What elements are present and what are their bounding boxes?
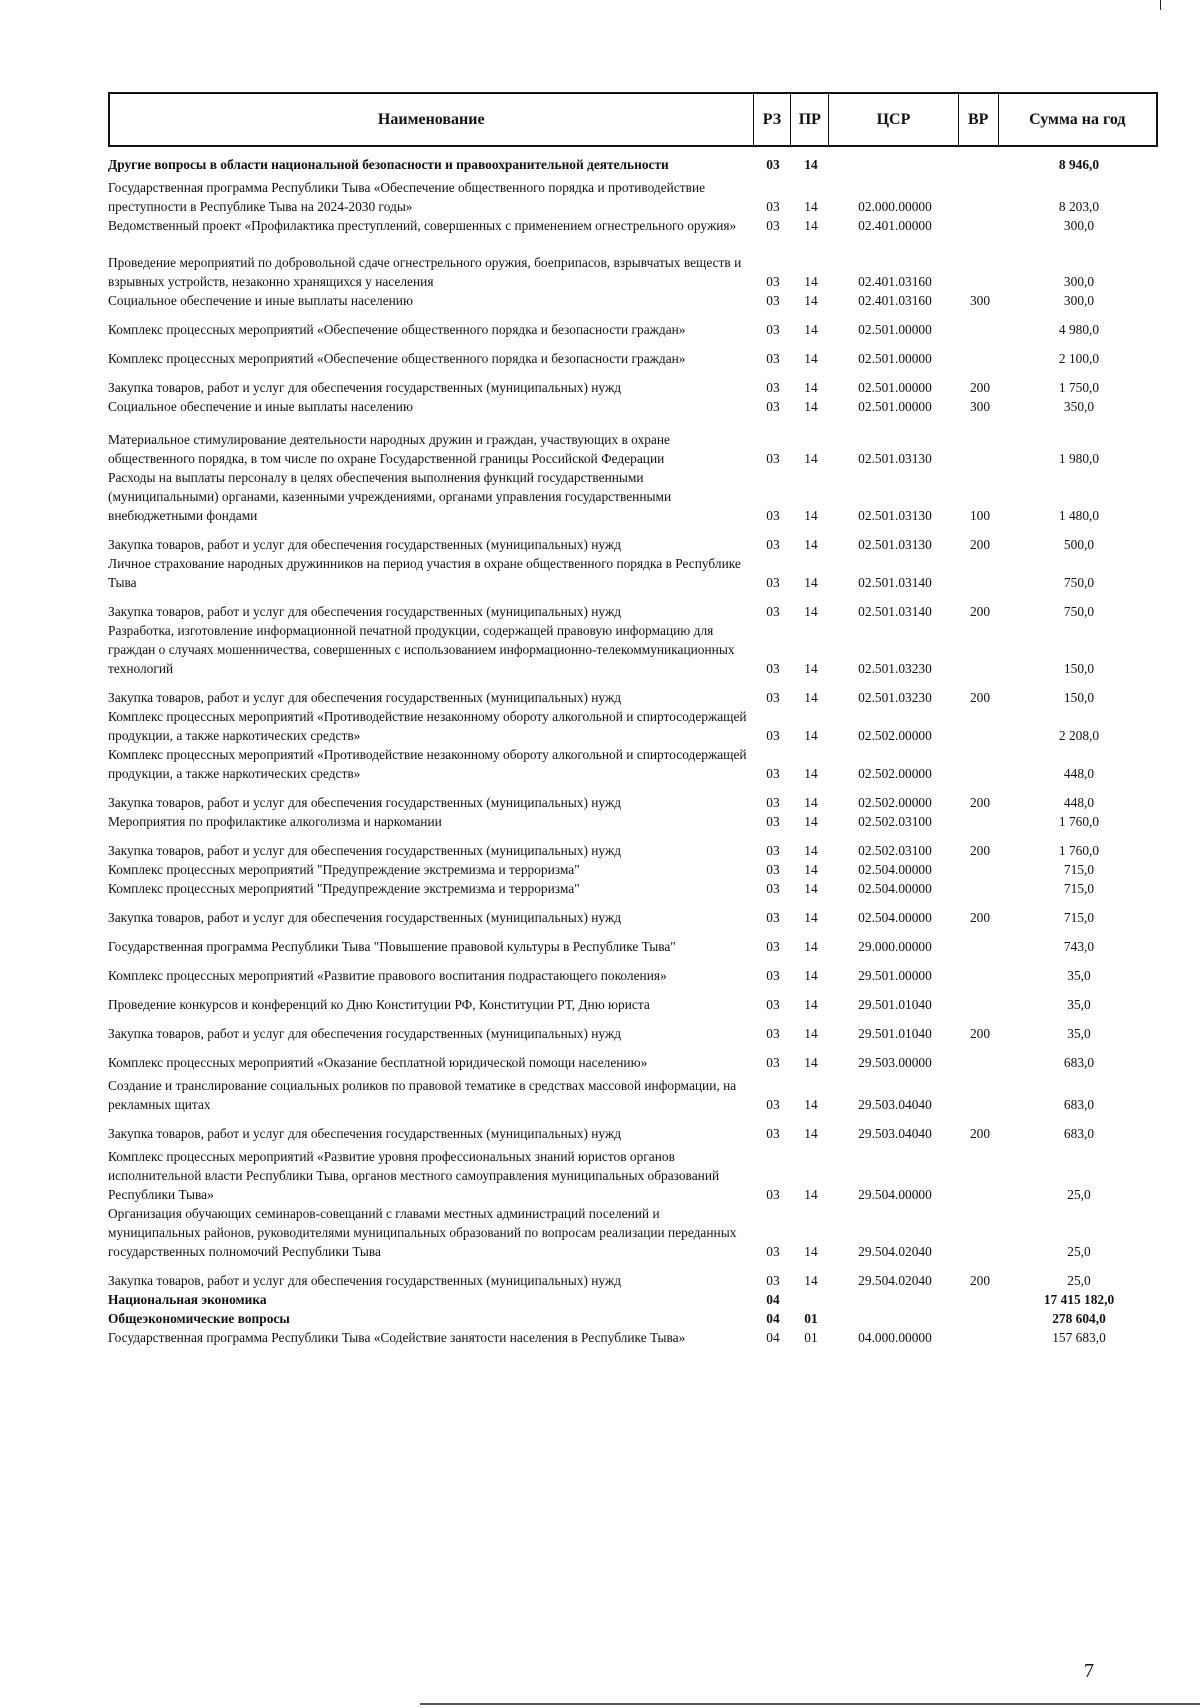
- cell-sum: 300,0: [1063, 218, 1095, 233]
- cell-pr: 14: [804, 690, 818, 705]
- cell-rz: 03: [766, 451, 780, 466]
- header-pr: ПР: [791, 94, 829, 145]
- cell-csr: 02.502.03100: [858, 843, 932, 858]
- cell-sum: 448,0: [1063, 766, 1095, 781]
- table-row: [108, 1204, 1158, 1261]
- cell-csr: 02.501.03130: [858, 508, 932, 523]
- cell-name: Комплекс процессных мероприятий «Оказание бесплатной юридической помощи населению»: [108, 1055, 648, 1070]
- cell-csr: 29.000.00000: [858, 939, 932, 954]
- cell-pr: 14: [804, 508, 818, 523]
- cell-rz: 03: [766, 795, 780, 810]
- cell-name: Закупка товаров, работ и услуг для обеспечения государственных (муниципальных) нужд: [108, 795, 622, 810]
- table-row: [108, 602, 1158, 621]
- cell-pr: 14: [804, 843, 818, 858]
- cell-sum: 150,0: [1063, 690, 1095, 705]
- cell-pr: 14: [804, 399, 818, 414]
- table-body: [108, 155, 1158, 1347]
- cell-csr: 02.504.00000: [858, 881, 932, 896]
- cell-rz: 03: [766, 939, 780, 954]
- cell-rz: 03: [766, 1126, 780, 1141]
- cell-csr: 02.501.03130: [858, 537, 932, 552]
- cell-rz: 03: [766, 881, 780, 896]
- cell-name: Комплекс процессных мероприятий «Развитие правового воспитания подрастающего поколения»: [108, 968, 667, 983]
- cell-csr: 02.401.00000: [858, 218, 932, 233]
- cell-csr: 02.401.03160: [858, 274, 932, 289]
- table-row: [108, 841, 1158, 860]
- cell-sum: 715,0: [1063, 881, 1095, 896]
- table-row: [108, 430, 1158, 468]
- cell-name: Личное страхование народных дружинников на период участия в охране общественного порядка в Республике Тыва: [108, 556, 741, 590]
- cell-csr: 02.501.03130: [858, 451, 932, 466]
- cell-sum: 25,0: [1067, 1187, 1091, 1202]
- cell-sum: 683,0: [1063, 1097, 1095, 1112]
- cell-pr: 14: [804, 575, 818, 590]
- cell-rz: 03: [766, 351, 780, 366]
- cell-sum: 350,0: [1063, 399, 1095, 414]
- cell-pr: 14: [804, 939, 818, 954]
- cell-rz: 03: [766, 661, 780, 676]
- cell-rz: 03: [766, 814, 780, 829]
- cell-pr: 14: [804, 351, 818, 366]
- cell-rz: 03: [766, 690, 780, 705]
- cell-pr: 14: [804, 380, 818, 395]
- cell-vr: 200: [969, 910, 991, 925]
- table-row: [108, 1124, 1158, 1143]
- cell-name: Закупка товаров, работ и услуг для обеспечения государственных (муниципальных) нужд: [108, 843, 622, 858]
- cell-pr: 01: [804, 1311, 818, 1326]
- table-row: [108, 707, 1158, 745]
- cell-pr: 14: [804, 1244, 818, 1259]
- cell-name: Национальная экономика: [108, 1292, 267, 1307]
- cell-pr: 14: [804, 862, 818, 877]
- cell-sum: 743,0: [1063, 939, 1095, 954]
- cell-pr: 14: [804, 157, 818, 172]
- table-row: [108, 995, 1158, 1014]
- cell-csr: 02.501.03230: [858, 661, 932, 676]
- cell-rz: 03: [766, 1273, 780, 1288]
- cell-rz: 03: [766, 293, 780, 308]
- cell-pr: 14: [804, 218, 818, 233]
- table-row: [108, 860, 1158, 879]
- table-row: [108, 621, 1158, 678]
- cell-rz: 03: [766, 199, 780, 214]
- table-row: [108, 291, 1158, 310]
- cell-vr: 100: [969, 508, 991, 523]
- table-row: [108, 378, 1158, 397]
- cell-sum: 150,0: [1063, 661, 1095, 676]
- cell-rz: 04: [766, 1292, 780, 1307]
- table-row: [108, 1271, 1158, 1290]
- table-row: [108, 966, 1158, 985]
- cell-pr: 14: [804, 814, 818, 829]
- cell-csr: 29.504.02040: [858, 1273, 932, 1288]
- table-row: [108, 908, 1158, 927]
- table-row: [108, 793, 1158, 812]
- cell-rz: 04: [766, 1311, 780, 1326]
- cell-sum: 500,0: [1063, 537, 1095, 552]
- cell-name: Проведение конкурсов и конференций ко Дню Конституции РФ, Конституции РТ, Дню юриста: [108, 997, 650, 1012]
- table-row: [108, 1076, 1158, 1114]
- cell-sum: 715,0: [1063, 910, 1095, 925]
- cell-csr: 02.504.00000: [858, 910, 932, 925]
- cell-name: Социальное обеспечение и иные выплаты населению: [108, 399, 413, 414]
- cell-name: Комплекс процессных мероприятий "Предупреждение экстремизма и терроризма": [108, 881, 580, 896]
- cell-sum: 750,0: [1063, 575, 1095, 590]
- cell-csr: 02.502.00000: [858, 795, 932, 810]
- cell-csr: 29.503.04040: [858, 1097, 932, 1112]
- cell-csr: 02.504.00000: [858, 862, 932, 877]
- cell-name: Государственная программа Республики Тыва «Обеспечение общественного порядка и противодействие преступности в Республике Тыва на 2024-2030 годы»: [108, 180, 706, 214]
- cell-rz: 03: [766, 1055, 780, 1070]
- cell-vr: 200: [969, 1126, 991, 1141]
- cell-sum: 17 415 182,0: [1043, 1292, 1115, 1307]
- header-name: Наименование: [110, 94, 754, 145]
- cell-name: Расходы на выплаты персоналу в целях обеспечения выполнения функций государственными (муниципальными) органами, казенными учреждениями, органами управления государственными внебюджетными фондами: [108, 470, 672, 523]
- table-row: [108, 1328, 1158, 1347]
- cell-rz: 03: [766, 1097, 780, 1112]
- cell-csr: 02.501.03230: [858, 690, 932, 705]
- cell-pr: 14: [804, 1126, 818, 1141]
- cell-name: Социальное обеспечение и иные выплаты населению: [108, 293, 413, 308]
- bottom-divider: [420, 1703, 1200, 1705]
- cell-name: Государственная программа Республики Тыва «Содействие занятости населения в Республике Тыва»: [108, 1330, 686, 1345]
- cell-pr: 01: [804, 1330, 818, 1345]
- cell-sum: 8 946,0: [1058, 157, 1100, 172]
- cell-vr: 200: [969, 1026, 991, 1041]
- cell-sum: 1 760,0: [1058, 843, 1100, 858]
- table-row: [108, 320, 1158, 339]
- cell-sum: 448,0: [1063, 795, 1095, 810]
- cell-pr: 14: [804, 293, 818, 308]
- cell-pr: 14: [804, 661, 818, 676]
- cell-rz: 03: [766, 604, 780, 619]
- table-row: [108, 1309, 1158, 1328]
- cell-rz: 03: [766, 322, 780, 337]
- cell-sum: 1 480,0: [1058, 508, 1100, 523]
- cell-csr: 02.501.03140: [858, 575, 932, 590]
- table-row: [108, 937, 1158, 956]
- cell-name: Закупка товаров, работ и услуг для обеспечения государственных (муниципальных) нужд: [108, 1126, 622, 1141]
- cell-pr: 14: [804, 766, 818, 781]
- cell-rz: 03: [766, 843, 780, 858]
- cell-sum: 750,0: [1063, 604, 1095, 619]
- cell-csr: 02.000.00000: [858, 199, 932, 214]
- cell-sum: 300,0: [1063, 293, 1095, 308]
- cell-rz: 03: [766, 537, 780, 552]
- cell-sum: 35,0: [1067, 1026, 1091, 1041]
- cell-pr: 14: [804, 1273, 818, 1288]
- table-row: [108, 178, 1158, 216]
- cell-rz: 03: [766, 728, 780, 743]
- cell-pr: 14: [804, 881, 818, 896]
- cell-rz: 03: [766, 1187, 780, 1202]
- cell-sum: 25,0: [1067, 1244, 1091, 1259]
- cell-name: Другие вопросы в области национальной безопасности и правоохранительной деятельности: [108, 157, 669, 172]
- cell-name: Комплекс процессных мероприятий «Обеспечение общественного порядка и безопасности граждан»: [108, 351, 686, 366]
- cell-vr: 300: [969, 399, 991, 414]
- cell-sum: 35,0: [1067, 968, 1091, 983]
- cell-pr: 14: [804, 997, 818, 1012]
- table-row: [108, 879, 1158, 898]
- cell-name: Общеэкономические вопросы: [108, 1311, 290, 1326]
- table-row: [108, 812, 1158, 831]
- cell-sum: 1 760,0: [1058, 814, 1100, 829]
- cell-csr: 29.504.00000: [858, 1187, 932, 1202]
- cell-rz: 03: [766, 274, 780, 289]
- header-sum: Сумма на год: [1029, 110, 1126, 128]
- cell-sum: 683,0: [1063, 1126, 1095, 1141]
- cell-sum: 2 100,0: [1058, 351, 1100, 366]
- cell-sum: 715,0: [1063, 862, 1095, 877]
- cell-csr: 29.501.01040: [858, 1026, 932, 1041]
- cell-csr: 02.501.00000: [858, 380, 932, 395]
- table-row: [108, 397, 1158, 416]
- table-header: [108, 92, 1158, 147]
- cell-csr: 02.501.00000: [858, 322, 932, 337]
- cell-name: Комплекс процессных мероприятий «Развитие уровня профессиональных знаний юристов органов исполнительной власти Республики Тыва, органов местного самоуправления муниципальных образований Республики Тыва»: [108, 1149, 720, 1202]
- cell-sum: 683,0: [1063, 1055, 1095, 1070]
- cell-name: Закупка товаров, работ и услуг для обеспечения государственных (муниципальных) нужд: [108, 537, 622, 552]
- cell-sum: 35,0: [1067, 997, 1091, 1012]
- cell-vr: 200: [969, 1273, 991, 1288]
- cell-pr: 14: [804, 537, 818, 552]
- cell-name: Закупка товаров, работ и услуг для обеспечения государственных (муниципальных) нужд: [108, 690, 622, 705]
- cell-rz: 03: [766, 1026, 780, 1041]
- cell-vr: 200: [969, 537, 991, 552]
- cell-vr: 200: [969, 690, 991, 705]
- table-row: [108, 216, 1158, 235]
- cell-rz: 03: [766, 508, 780, 523]
- table-row: [108, 745, 1158, 783]
- cell-vr: 200: [969, 604, 991, 619]
- cell-name: Организация обучающих семинаров-совещаний с главами местных администраций поселений и муниципальных районов, руководителями муниципальных образований по вопросам реализации переданных государственных полномочий Республики Тыва: [108, 1206, 737, 1259]
- cell-sum: 25,0: [1067, 1273, 1091, 1288]
- table-row: [108, 554, 1158, 592]
- cell-vr: 200: [969, 843, 991, 858]
- table-row: [108, 1290, 1158, 1309]
- table-row: [108, 468, 1158, 525]
- cell-sum: 157 683,0: [1052, 1330, 1106, 1345]
- cell-sum: 2 208,0: [1058, 728, 1100, 743]
- cell-name: Комплекс процессных мероприятий «Противодействие незаконному обороту алкогольной и спиртосодержащей продукции, а также наркотических средств»: [108, 747, 747, 781]
- header-vr: ВР: [959, 94, 999, 145]
- cell-name: Закупка товаров, работ и услуг для обеспечения государственных (муниципальных) нужд: [108, 604, 622, 619]
- cell-pr: 14: [804, 968, 818, 983]
- table-row: [108, 1147, 1158, 1204]
- cell-csr: 02.502.00000: [858, 728, 932, 743]
- cell-name: Комплекс процессных мероприятий «Противодействие незаконному обороту алкогольной и спиртосодержащей продукции, а также наркотических средств»: [108, 709, 747, 743]
- header-csr: ЦСР: [829, 94, 959, 145]
- cell-csr: 02.401.03160: [858, 293, 932, 308]
- cell-csr: 02.501.00000: [858, 351, 932, 366]
- cell-pr: 14: [804, 1097, 818, 1112]
- cell-vr: 300: [969, 293, 991, 308]
- cell-rz: 03: [766, 997, 780, 1012]
- cell-csr: 02.501.00000: [858, 399, 932, 414]
- cell-name: Комплекс процессных мероприятий "Предупреждение экстремизма и терроризма": [108, 862, 580, 877]
- cell-name: Проведение мероприятий по добровольной сдаче огнестрельного оружия, боеприпасов, взрывчатых веществ и взрывных устройств, незаконно хранящихся у населения: [108, 255, 742, 289]
- cell-pr: 14: [804, 1187, 818, 1202]
- cell-pr: 14: [804, 451, 818, 466]
- cell-csr: 29.503.00000: [858, 1055, 932, 1070]
- cell-rz: 03: [766, 766, 780, 781]
- cell-sum: 1 750,0: [1058, 380, 1100, 395]
- table-row: [108, 1024, 1158, 1043]
- cell-vr: 200: [969, 795, 991, 810]
- cell-csr: 04.000.00000: [858, 1330, 932, 1345]
- cell-rz: 03: [766, 575, 780, 590]
- cell-pr: 14: [804, 910, 818, 925]
- cell-rz: 03: [766, 399, 780, 414]
- cell-name: Комплекс процессных мероприятий «Обеспечение общественного порядка и безопасности граждан»: [108, 322, 686, 337]
- cell-rz: 03: [766, 380, 780, 395]
- cell-pr: 14: [804, 1055, 818, 1070]
- cell-pr: 14: [804, 604, 818, 619]
- cell-sum: 4 980,0: [1058, 322, 1100, 337]
- cell-rz: 03: [766, 862, 780, 877]
- cell-name: Ведомственный проект «Профилактика преступлений, совершенных с применением огнестрельного оружия»: [108, 218, 737, 233]
- cell-csr: 02.502.00000: [858, 766, 932, 781]
- cell-pr: 14: [804, 199, 818, 214]
- cell-csr: 02.501.03140: [858, 604, 932, 619]
- cell-rz: 03: [766, 1244, 780, 1259]
- cell-name: Закупка товаров, работ и услуг для обеспечения государственных (муниципальных) нужд: [108, 910, 622, 925]
- table-row: [108, 253, 1158, 291]
- table-row: [108, 688, 1158, 707]
- cell-sum: 8 203,0: [1058, 199, 1100, 214]
- page-number: 7: [1084, 1660, 1094, 1682]
- cell-pr: 14: [804, 728, 818, 743]
- table-row: [108, 349, 1158, 368]
- cell-csr: 29.501.00000: [858, 968, 932, 983]
- header-rz: РЗ: [754, 94, 792, 145]
- cell-pr: 14: [804, 274, 818, 289]
- cell-rz: 03: [766, 218, 780, 233]
- cell-csr: 02.502.03100: [858, 814, 932, 829]
- cell-rz: 03: [766, 910, 780, 925]
- cell-vr: 200: [969, 380, 991, 395]
- cell-sum: 278 604,0: [1052, 1311, 1106, 1326]
- cell-name: Закупка товаров, работ и услуг для обеспечения государственных (муниципальных) нужд: [108, 1273, 622, 1288]
- scan-mark: [1160, 0, 1161, 10]
- cell-rz: 03: [766, 968, 780, 983]
- cell-sum: 300,0: [1063, 274, 1095, 289]
- budget-table: [108, 92, 1158, 1347]
- cell-rz: 03: [766, 157, 780, 172]
- cell-pr: 14: [804, 1026, 818, 1041]
- cell-sum: 1 980,0: [1058, 451, 1100, 466]
- cell-name: Мероприятия по профилактике алкоголизма и наркомании: [108, 814, 442, 829]
- cell-rz: 04: [766, 1330, 780, 1345]
- table-row: [108, 155, 1158, 174]
- cell-name: Создание и транслирование социальных роликов по правовой тематике в средствах массовой информации, на рекламных щитах: [108, 1078, 737, 1112]
- cell-csr: 29.504.02040: [858, 1244, 932, 1259]
- cell-csr: 29.501.01040: [858, 997, 932, 1012]
- table-row: [108, 1053, 1158, 1072]
- cell-name: Разработка, изготовление информационной печатной продукции, содержащей правовую информацию для граждан о случаях мошенничества, совершенных с использованием информационно-телекоммуникационных технологий: [108, 623, 735, 676]
- cell-name: Государственная программа Республики Тыва "Повышение правовой культуры в Республике Тыва": [108, 939, 676, 954]
- cell-csr: 29.503.04040: [858, 1126, 932, 1141]
- cell-name: Закупка товаров, работ и услуг для обеспечения государственных (муниципальных) нужд: [108, 380, 622, 395]
- cell-name: Закупка товаров, работ и услуг для обеспечения государственных (муниципальных) нужд: [108, 1026, 622, 1041]
- cell-name: Материальное стимулирование деятельности народных дружин и граждан, участвующих в охране общественного порядка, в том числе по охране Государственной границы Российской Федерации: [108, 432, 670, 466]
- table-row: [108, 535, 1158, 554]
- cell-pr: 14: [804, 322, 818, 337]
- cell-pr: 14: [804, 795, 818, 810]
